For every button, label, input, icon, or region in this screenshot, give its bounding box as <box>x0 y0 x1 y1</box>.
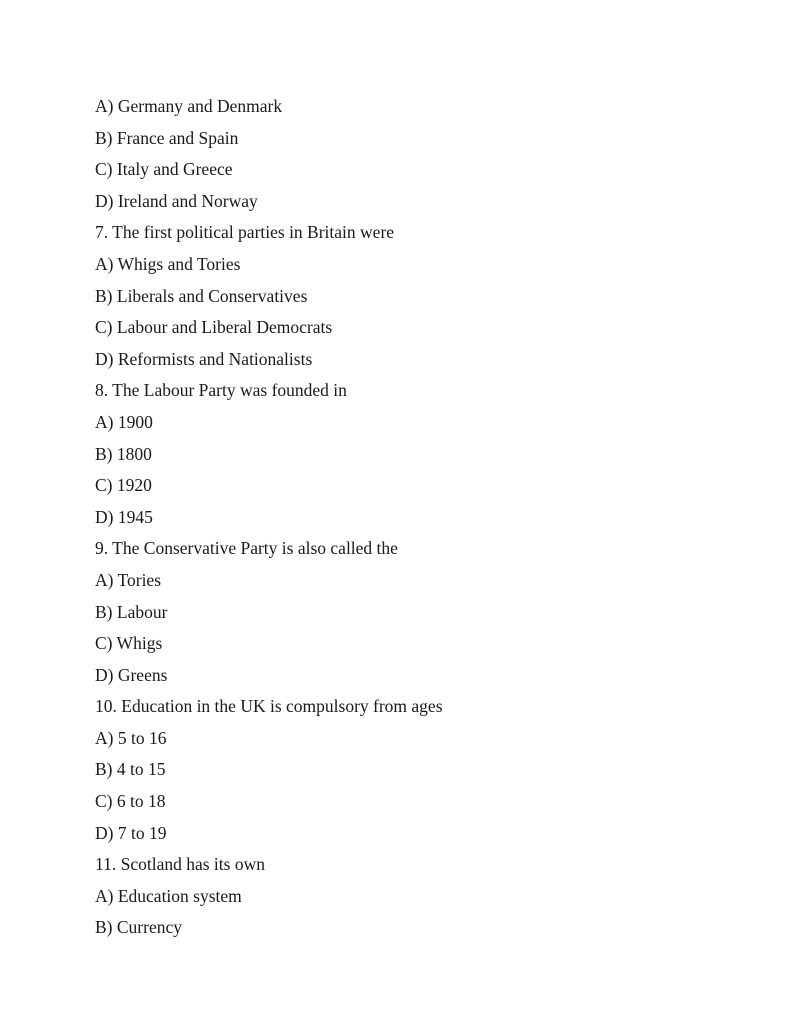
answer-option: C) 6 to 18 <box>95 791 166 812</box>
answer-option: A) Whigs and Tories <box>95 253 241 274</box>
answer-option: C) Labour and Liberal Democrats <box>95 317 333 338</box>
answer-option: B) Currency <box>95 917 182 938</box>
answer-option: B) 1800 <box>95 443 152 464</box>
question-10: 10. Education in the UK is compulsory from ages <box>95 696 443 717</box>
answer-option: A) Germany and Denmark <box>95 96 283 116</box>
answer-option: A) 1900 <box>95 411 153 432</box>
question-11: 11. Scotland has its own <box>95 854 265 875</box>
question-9: 9. The Conservative Party is also called the <box>95 538 398 559</box>
answer-option: D) 1945 <box>95 506 153 527</box>
answer-option: D) Reformists and Nationalists <box>95 348 313 369</box>
quiz-content <box>95 91 745 944</box>
answer-option: A) 5 to 16 <box>95 727 167 748</box>
answer-option: A) Tories <box>95 569 162 590</box>
answer-option: D) 7 to 19 <box>95 822 167 843</box>
answer-option: B) 4 to 15 <box>95 759 166 780</box>
question-8: 8. The Labour Party was founded in <box>95 380 347 401</box>
answer-option: B) Liberals and Conservatives <box>95 285 308 306</box>
answer-option: B) France and Spain <box>95 127 239 148</box>
answer-option: C) 1920 <box>95 475 152 496</box>
answer-option: D) Ireland and Norway <box>95 190 258 211</box>
answer-option: D) Greens <box>95 664 168 685</box>
answer-option: C) Italy and Greece <box>95 159 233 180</box>
answer-option: C) Whigs <box>95 633 163 654</box>
answer-option: A) Education system <box>95 885 242 906</box>
answer-option: B) Labour <box>95 601 168 622</box>
question-7: 7. The first political parties in Britain were <box>95 222 395 243</box>
